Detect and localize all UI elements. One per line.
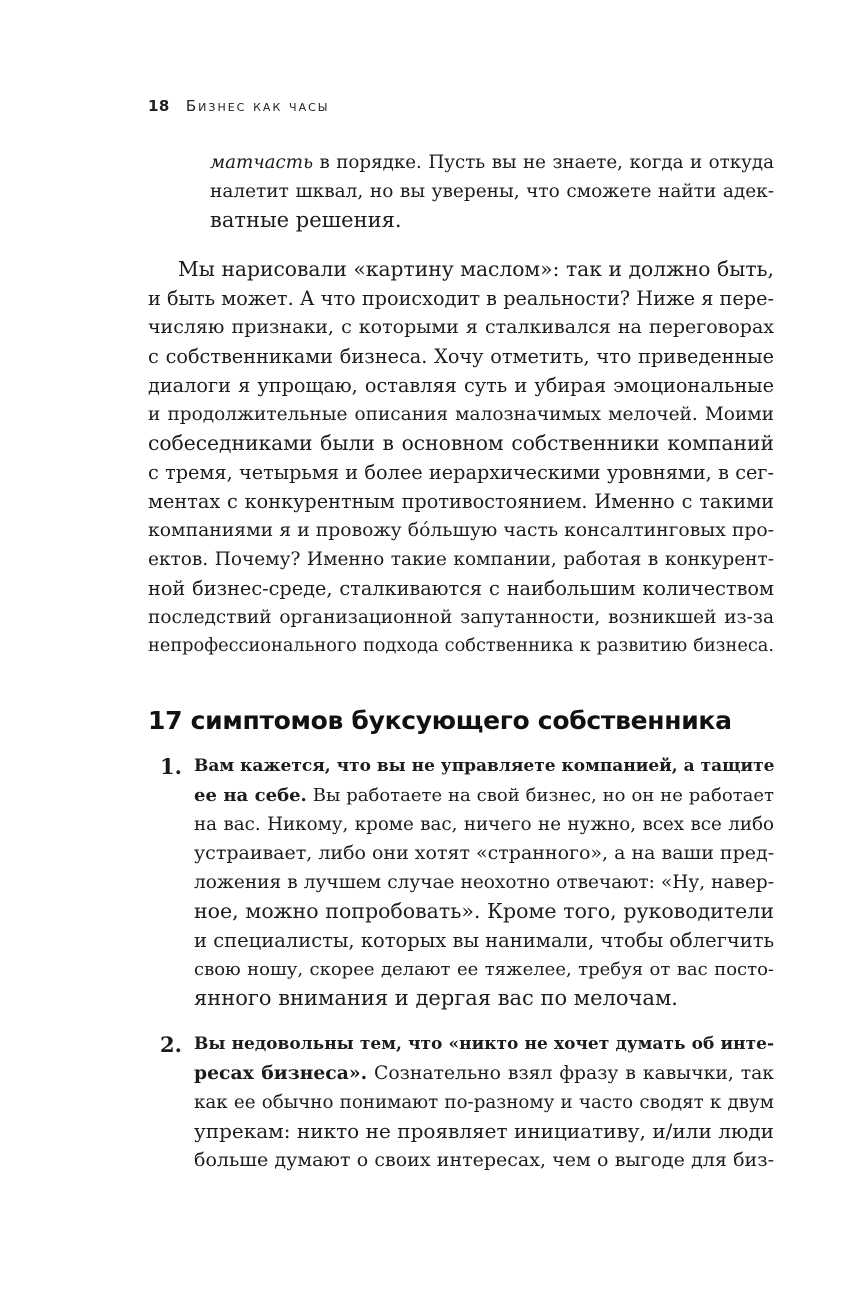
body-line: и продолжительные описания малозначимых мелочей. Моими <box>148 404 774 425</box>
list-item-line: больше думают о своих интересах, чем о выгоде для биз- <box>194 1149 774 1171</box>
body-line: ментах с конкурентным противостоянием. Именно с такими <box>148 490 774 513</box>
list-item-heading: Вы недовольны тем, что «никто не хочет думать об инте- <box>194 1034 774 1054</box>
body-line: ектов. Почему? Именно такие компании, работая в конкурент- <box>148 549 774 570</box>
page-number: 18 <box>148 97 170 115</box>
list-item-line: ное, можно попробовать». Кроме того, руководители <box>194 899 774 923</box>
quote-line <box>210 148 774 177</box>
list-item-line <box>194 1059 774 1088</box>
running-header <box>148 97 329 115</box>
list-item-line: упрекам: никто не проявляет инициативу, и/или люди <box>194 1119 774 1143</box>
quote-text: в порядке. Пусть вы не знаете, когда и откуда <box>313 152 774 173</box>
list-item-heading-end: ее на себе. <box>194 785 307 806</box>
quote-line: ватные решения. <box>210 208 402 232</box>
running-title: Бизнес как часы <box>185 97 330 115</box>
quote-italic-word: матчасть <box>210 152 314 173</box>
body-line: с собственниками бизнеса. Хочу отметить, что приведенные <box>148 345 774 368</box>
body-line: собеседниками были в основном собственники компаний <box>148 431 774 455</box>
body-line: ной бизнес-среде, сталкиваются с наибольшим количеством <box>148 577 774 600</box>
body-line: непрофессионального подхода собственника к развитию бизнеса. <box>148 636 774 656</box>
quote-line: налетит шквал, но вы уверены, что сможете найти адек- <box>210 181 774 202</box>
list-item-number: 2. <box>160 1032 182 1057</box>
list-item-line <box>194 781 774 810</box>
list-item-line: на вас. Никому, кроме вас, ничего не нужно, всех все либо <box>194 814 774 835</box>
list-item-heading: Вам кажется, что вы не управляете компанией, а тащите <box>194 756 775 776</box>
list-item-line: янного внимания и дергая вас по мелочам. <box>194 986 678 1010</box>
list-item-line: и специалисты, которых вы нанимали, чтобы облегчить <box>194 929 775 952</box>
list-item-number: 1. <box>160 754 182 779</box>
list-item-text: Вы работаете на свой бизнес, но он не работает <box>306 785 774 806</box>
body-line: с тремя, четырьмя и более иерархическими уровнями, в сег- <box>148 461 774 484</box>
body-line: компаниями я и провожу бóльшую часть консалтинговых про- <box>148 520 774 541</box>
body-line: последствий организационной запутанности, возникшей из-за <box>148 607 774 628</box>
body-line: и быть может. А что происходит в реальности? Ниже я пере- <box>148 287 774 310</box>
body-line: Мы нарисовали «картину маслом»: так и должно быть, <box>178 257 774 281</box>
list-item-line: свою ношу, скорее делают ее тяжелее, требуя от вас посто- <box>194 959 774 980</box>
list-item-line: устраивает, либо они хотят «странного», а на ваши пред- <box>194 842 775 864</box>
body-line: числяю признаки, с которыми я сталкивался на переговорах <box>148 316 774 338</box>
list-item-line: ложения в лучшем случае неохотно отвечают: «Ну, навер- <box>194 872 774 893</box>
list-item-line: как ее обычно понимают по-разному и часто сводят к двум <box>194 1092 774 1113</box>
list-item-text: Сознательно взял фразу в кавычки, так <box>367 1063 774 1084</box>
body-line: диалоги я упрощаю, оставляя суть и убирая эмоциональные <box>148 374 774 397</box>
section-title: 17 симптомов буксующего собственника <box>148 706 732 735</box>
list-item-heading-end: ресах бизнеса». <box>194 1062 368 1084</box>
